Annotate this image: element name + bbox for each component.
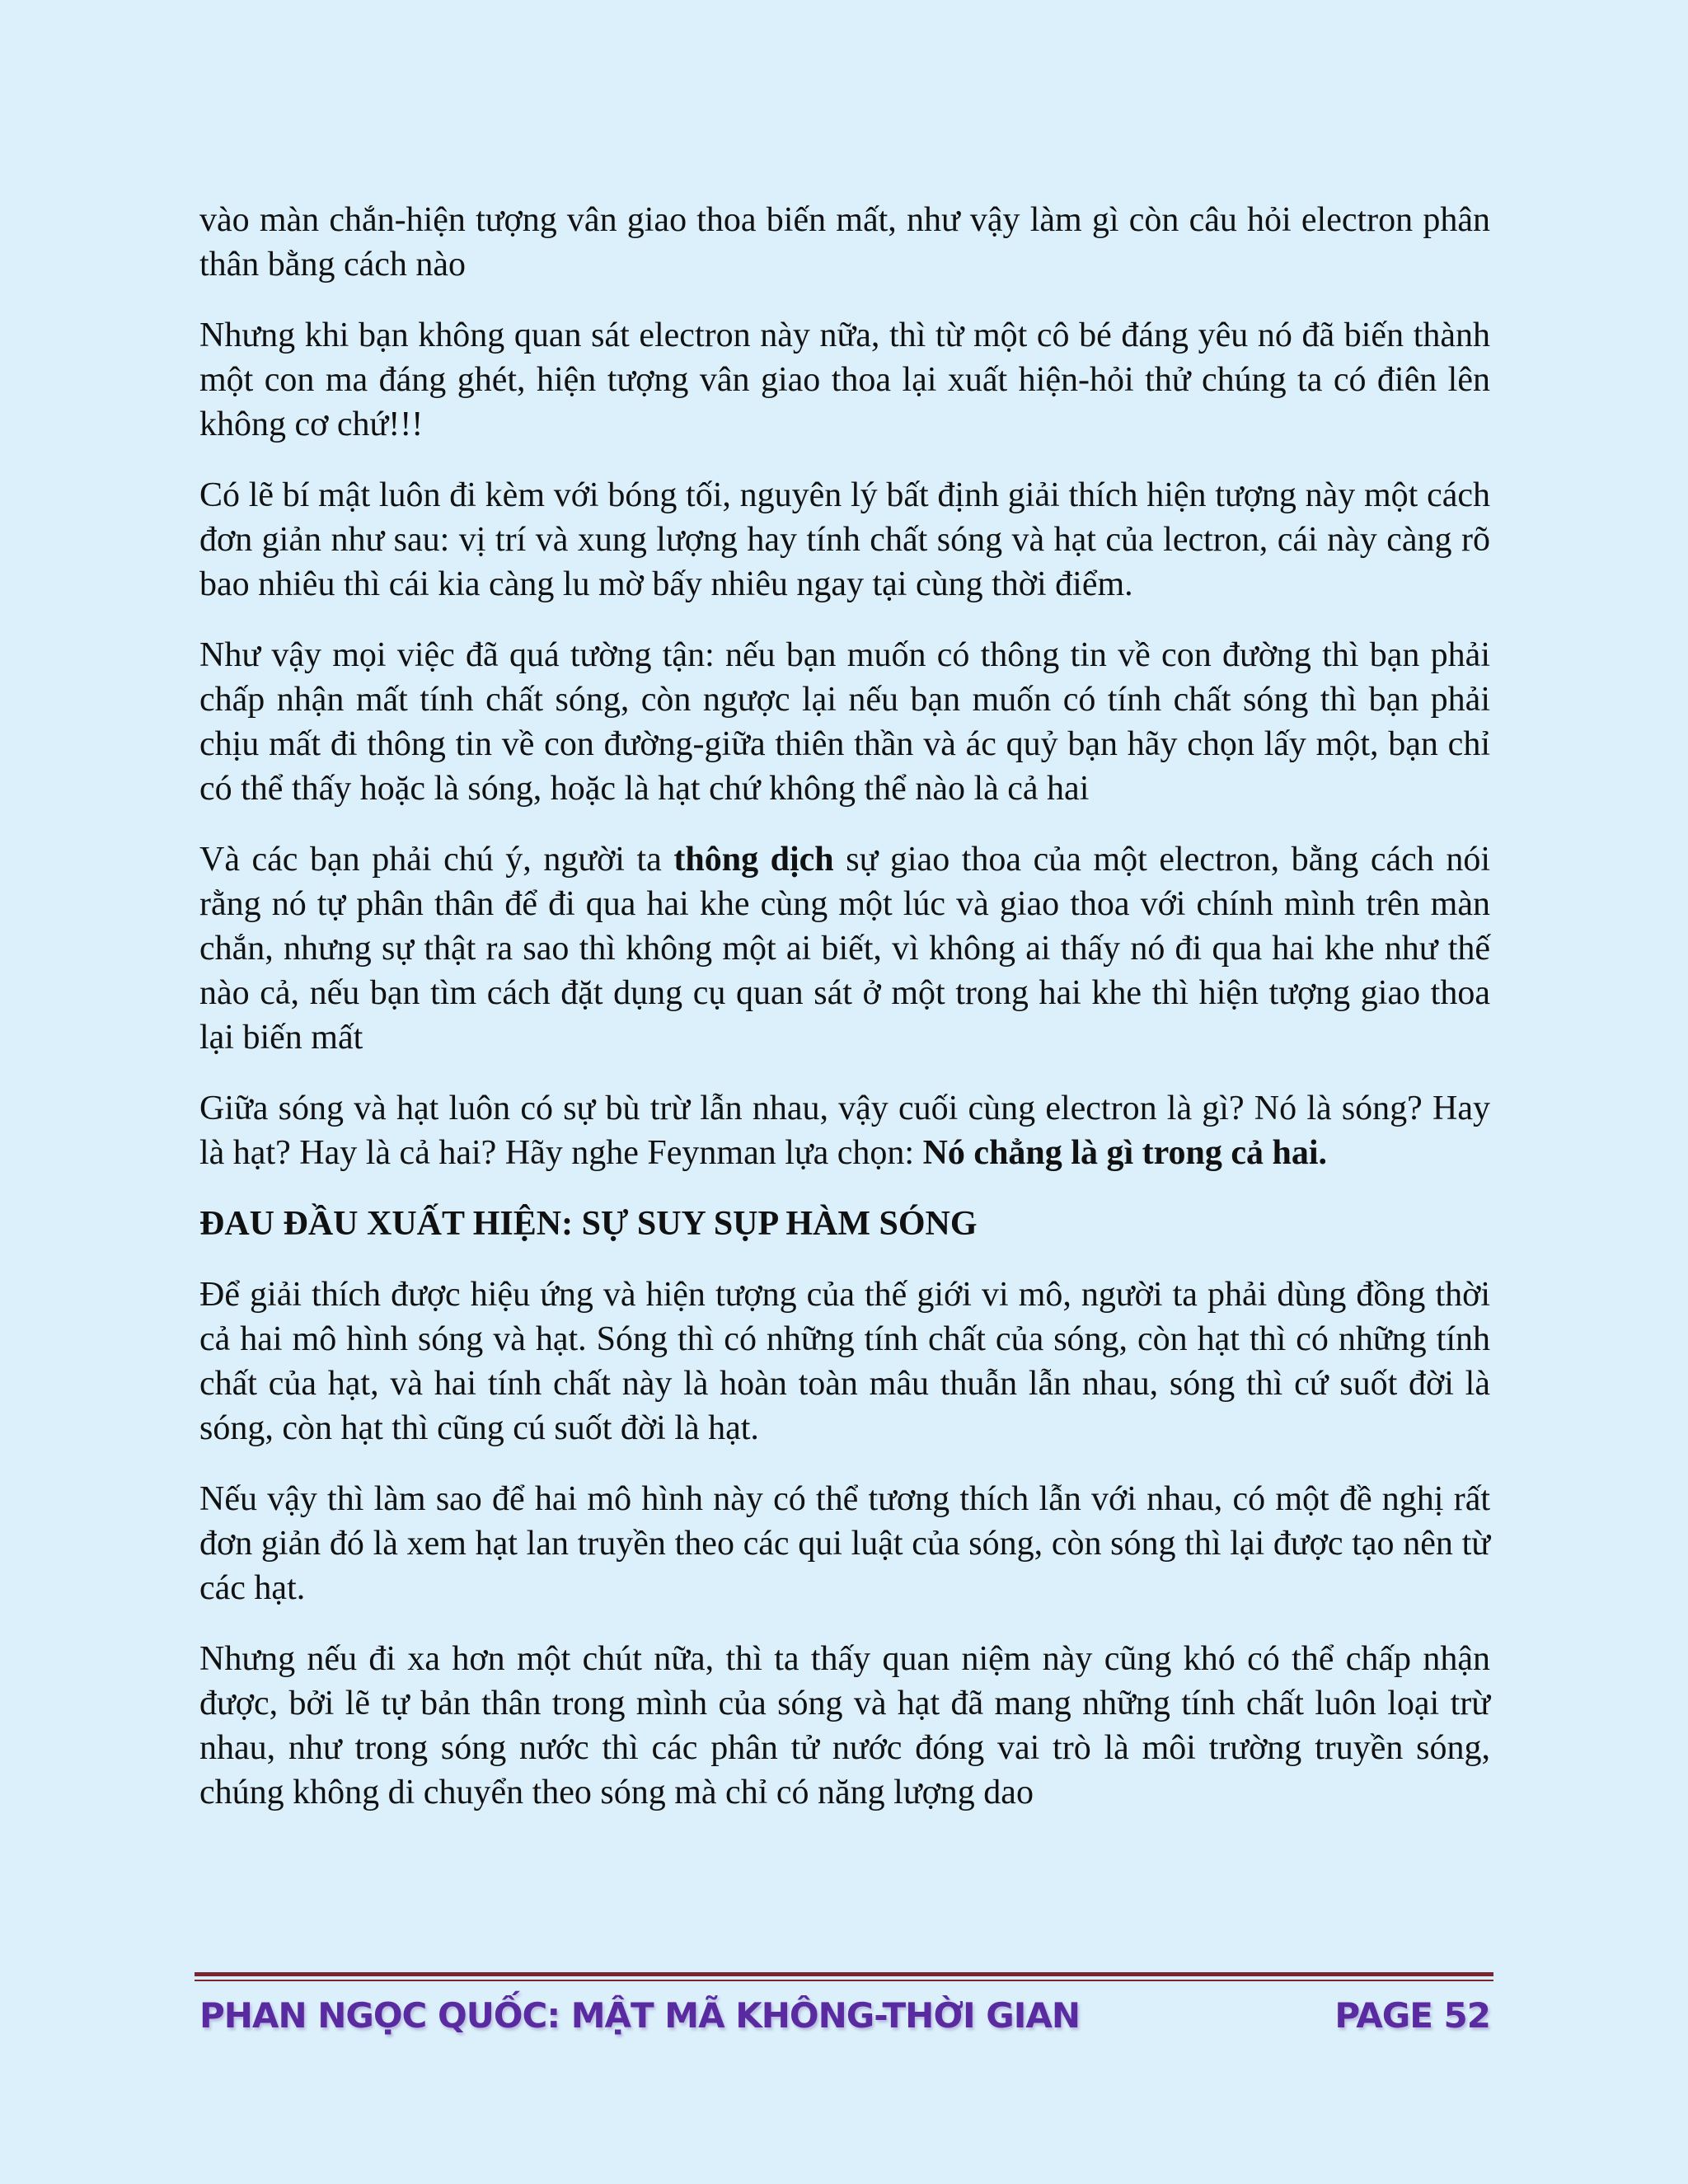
footer-title: PHAN NGỌC QUỐC: MẬT MÃ KHÔNG-THỜI GIAN <box>199 1994 1081 2036</box>
body-paragraph: Để giải thích được hiệu ứng và hiện tượng của thế giới vi mô, người ta phải dùng đồng thời cả hai mô hình sóng và hạt. Sóng thì có những tính chất của sóng, còn hạt thì có những tính chất của hạt, và hai tính chất này là hoàn toàn mâu thuẫn lẫn nhau, sóng thì cứ suốt đời là sóng, còn hạt thì cũng cú suốt đời là hạt. <box>199 1276 1490 1447</box>
body-paragraph: Nếu vậy thì làm sao để hai mô hình này có thể tương thích lẫn với nhau, có một đề nghị rất đơn giản đó là xem hạt lan truyền theo các qui luật của sóng, còn sóng thì lại được tạo nên từ các hạt. <box>199 1480 1490 1607</box>
body-paragraph: Nhưng khi bạn không quan sát electron này nữa, thì từ một cô bé đáng yêu nó đã biến thành một con ma đáng ghét, hiện tượng vân giao thoa lại xuất hiện-hỏi thử chúng ta có điên lên không cơ chứ!!! <box>199 316 1490 443</box>
footer-rule-thick <box>195 1972 1493 1976</box>
page-number: PAGE 52 <box>1334 1994 1490 2036</box>
body-paragraph: Có lẽ bí mật luôn đi kèm với bóng tối, nguyên lý bất định giải thích hiện tượng này một cách đơn giản như sau: vị trí và xung lượng hay tính chất sóng và hạt của lectron, cái này càng rõ bao nhiêu thì cái kia càng lu mờ bấy nhiêu ngay tại cùng thời điểm. <box>199 476 1490 603</box>
bold-text: Nó chẳng là gì trong cả hai. <box>922 1134 1328 1172</box>
body-paragraph: Nhưng nếu đi xa hơn một chút nữa, thì ta thấy quan niệm này cũng khó có thể chấp nhận được, bởi lẽ tự bản thân trong mình của sóng và hạt đã mang những tính chất luôn loại trừ nhau, như trong sóng nước thì các phân tử nước đóng vai trò là môi trường truyền sóng, chúng không di chuyển theo sóng mà chỉ có năng lượng dao <box>199 1640 1490 1811</box>
body-paragraph <box>199 837 1490 1060</box>
page-footer <box>199 1986 1490 2044</box>
page-body <box>199 198 1490 1841</box>
body-paragraph <box>199 1086 1490 1175</box>
paragraph-text: sự giao thoa của một electron, bằng cách nói rằng nó tự phân thân để đi qua hai khe cùng một lúc và giao thoa với chính mình trên màn chắn, nhưng sự thật ra sao thì không một ai biết, vì không ai thấy nó đi qua hai khe như thế nào cả, nếu bạn tìm cách đặt dụng cụ quan sát ở một trong hai khe thì hiện tượng giao thoa lại biến mất <box>199 841 1490 1057</box>
footer-rule-thin <box>195 1980 1493 1981</box>
body-paragraph: Như vậy mọi việc đã quá tường tận: nếu bạn muốn có thông tin về con đường thì bạn phải chấp nhận mất tính chất sóng, còn ngược lại nếu bạn muốn có tính chất sóng thì bạn phải chịu mất đi thông tin về con đường-giữa thiên thần và ác quỷ bạn hãy chọn lấy một, bạn chỉ có thể thấy hoặc là sóng, hoặc là hạt chứ không thể nào là cả hai <box>199 636 1490 808</box>
body-paragraph: vào màn chắn-hiện tượng vân giao thoa biến mất, như vậy làm gì còn câu hỏi electron phân thân bằng cách nào <box>199 201 1490 284</box>
bold-text: thông dịch <box>673 841 834 879</box>
section-heading: ĐAU ĐẦU XUẤT HIỆN: SỰ SUY SỤP HÀM SÓNG <box>199 1205 978 1243</box>
paragraph-text: Giữa sóng và hạt luôn có sự bù trừ lẫn nhau, vậy cuối cùng electron là gì? Nó là sóng? Hay là hạt? Hay là cả hai? Hãy nghe Feynman lựa chọn: <box>199 1090 1490 1172</box>
paragraph-text: Và các bạn phải chú ý, người ta <box>199 841 674 879</box>
